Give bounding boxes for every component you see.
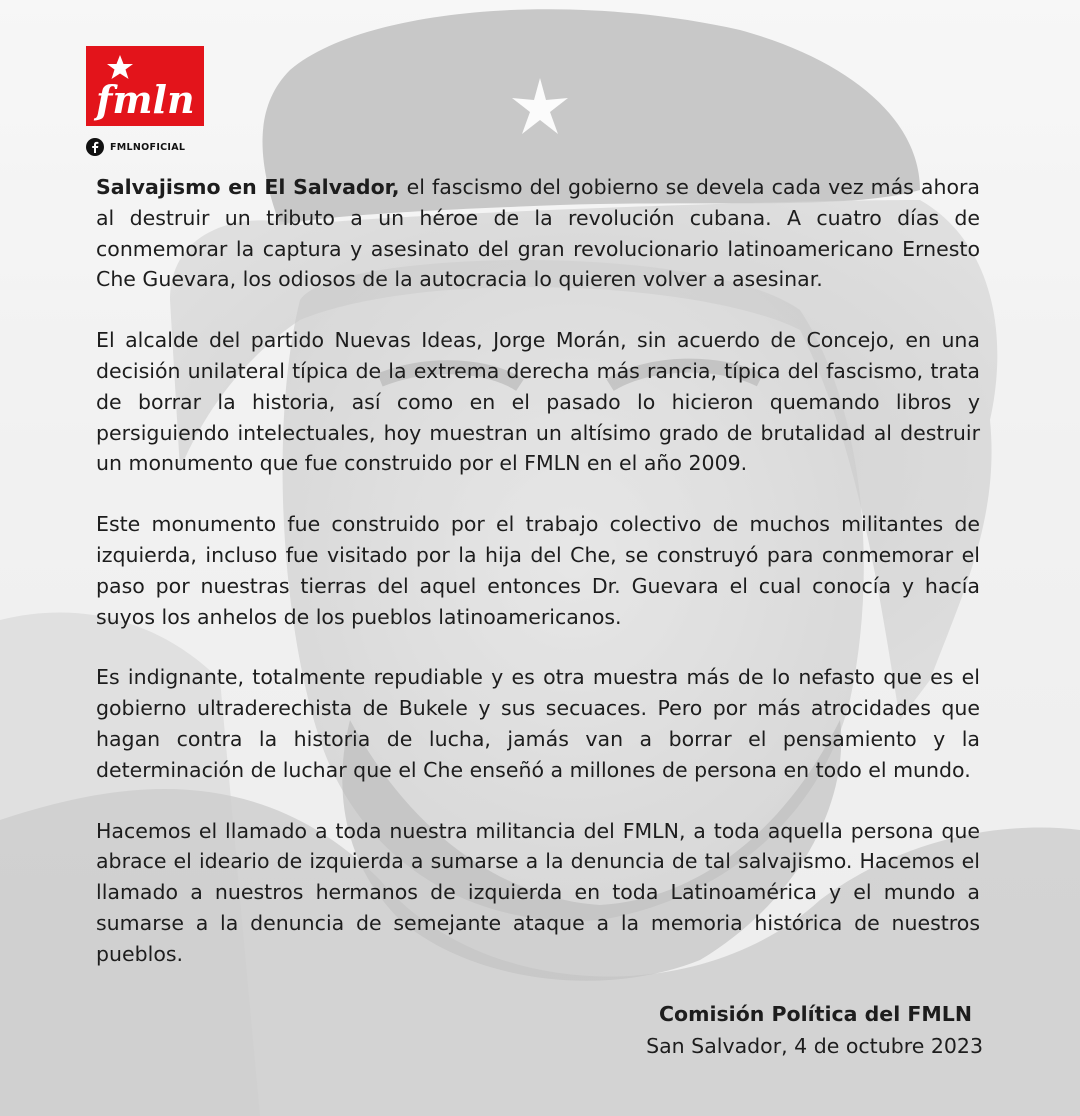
- paragraph-3: Este monumento fue construido por el trabajo colectivo de muchos militantes de izquierda, incluso fue visitado por la hija del Che, se construyó para conmemorar el paso por nuestras tierras del aquel entonces Dr. Guevara el cual conocía y hacía suyos los anhelos de los pueblos latinoamericanos.: [96, 512, 980, 629]
- signature-block: [646, 998, 983, 1062]
- paragraph-5: Hacemos el llamado a toda nuestra militancia del FMLN, a toda aquella persona que abrace el ideario de izquierda a sumarse a la denuncia de tal salvajismo. Hacemos el llamado a nuestros hermanos de izquierda en toda Latinoamérica y el mundo a sumarse a la denuncia de semejante ataque a la memoria histórica de nuestros pueblos.: [96, 818, 980, 966]
- paragraph-1-text: el fascismo del gobierno se devela cada vez más ahora al destruir un tributo a un héroe de la revolución cubana. A cuatro días de conmemorar la captura y asesinato del gran revolucionario latinoamericano Ernesto Che Guevara, los odiosos de la autocracia lo quieren volver a asesinar.: [96, 175, 980, 292]
- paragraph-2: El alcalde del partido Nuevas Ideas, Jorge Morán, sin acuerdo de Concejo, en una decisión unilateral típica de la extrema derecha más rancia, típica del fascismo, trata de borrar la historia, así como en el pasado lo hicieron quemando libros y persiguiendo intelectuales, hoy muestran un altísimo grado de brutalidad al destruir un monumento que fue construido por el FMLN en el año 2009.: [96, 328, 980, 476]
- svg-text:fmln: fmln: [96, 77, 195, 122]
- social-handle: FMLNOFICIAL: [110, 141, 186, 153]
- signature-place-date: San Salvador, 4 de octubre 2023: [646, 1034, 983, 1058]
- headline-lead: Salvajismo en El Salvador,: [96, 175, 400, 199]
- paragraph-4: Es indignante, totalmente repudiable y es otra muestra más de lo nefasto que es el gobierno ultraderechista de Bukele y sus secuaces. Pero por más atrocidades que hagan contra la historia de lucha, jamás van a borrar el pensamiento y la determinación de luchar que el Che enseñó a millones de persona en todo el mundo.: [96, 665, 980, 782]
- statement-body: [96, 172, 980, 1000]
- facebook-icon: [86, 138, 104, 156]
- social-handle-row: [86, 138, 216, 156]
- fmln-logo: [86, 46, 204, 126]
- paragraph-1: [96, 172, 980, 295]
- fmln-logo-block: [86, 46, 216, 156]
- signature-title: Comisión Política del FMLN: [658, 1002, 972, 1026]
